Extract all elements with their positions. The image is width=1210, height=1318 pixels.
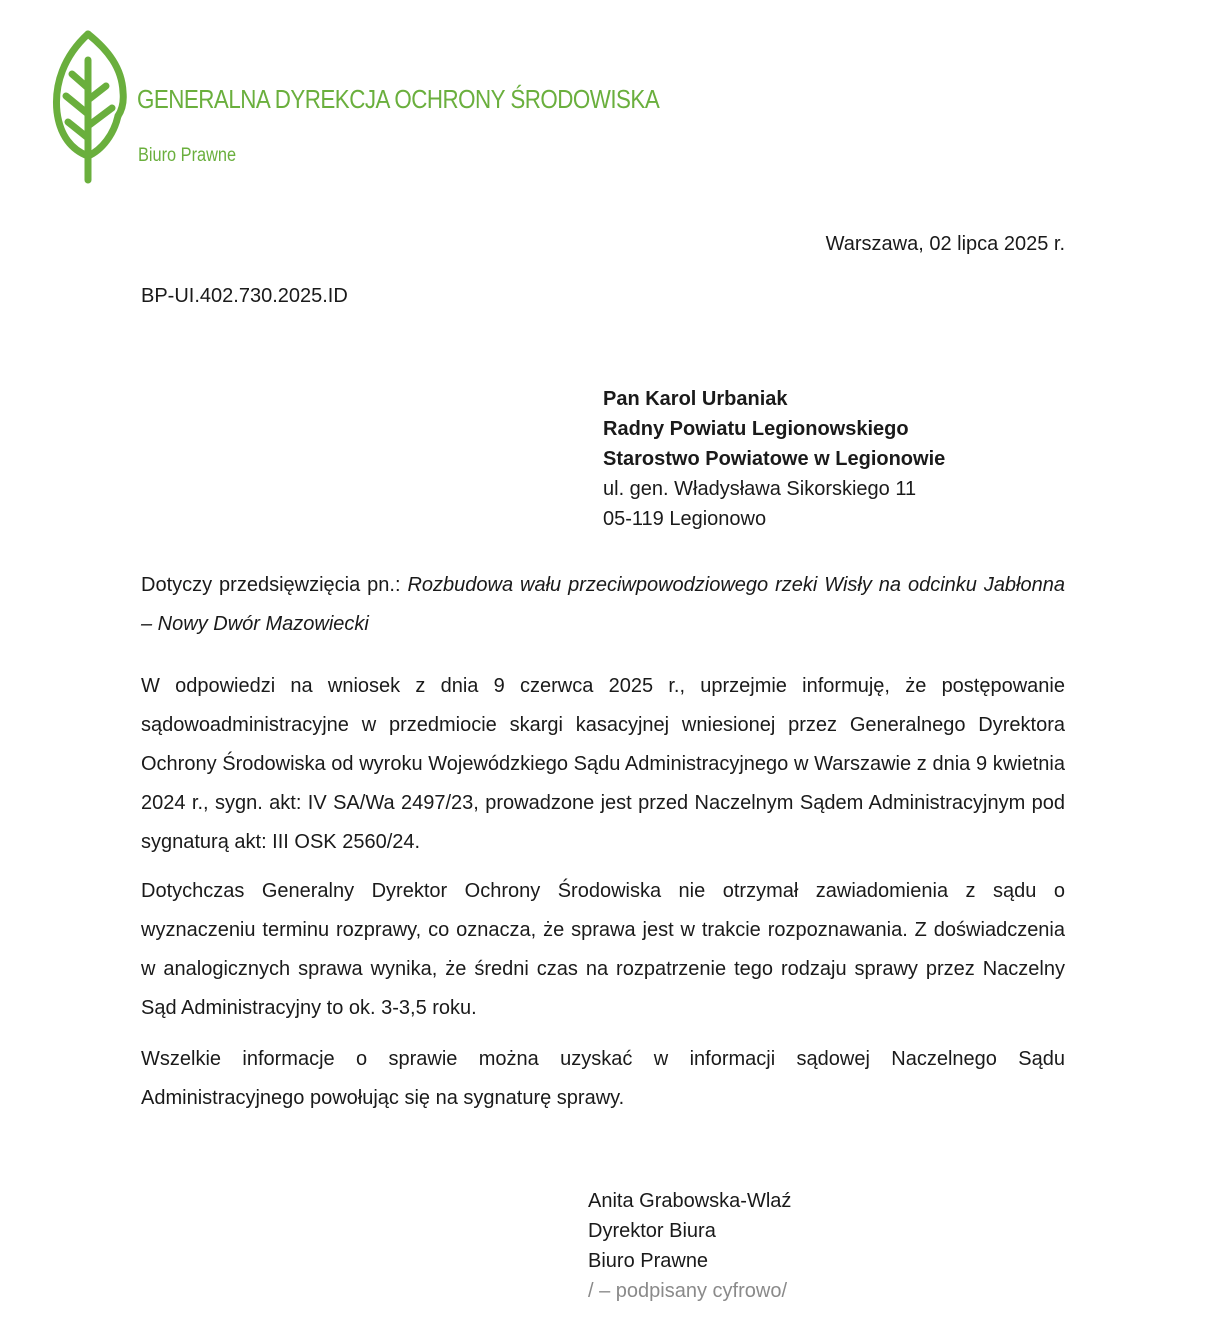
case-reference: BP-UI.402.730.2025.ID xyxy=(141,285,348,307)
letter-date: Warszawa, 02 lipca 2025 r. xyxy=(825,233,1065,255)
signature-block xyxy=(588,1186,791,1306)
digital-signature-note: / – podpisany cyfrowo/ xyxy=(588,1280,787,1302)
body-paragraph: Wszelkie informacje o sprawie można uzyskać w informacji sądowej Naczelnego Sądu Administracyjnego powołując się na sygnaturę sprawy. xyxy=(141,1048,1065,1109)
organization-name: GENERALNA DYREKCJA OCHRONY ŚRODOWISKA xyxy=(137,84,660,114)
subject-prefix: Dotyczy przedsięwzięcia pn.: xyxy=(141,574,408,596)
body-paragraph: W odpowiedzi na wniosek z dnia 9 czerwca 2025 r., uprzejmie informuję, że postępowanie sądowoadministracyjne w przedmiocie skargi kasacyjnej wniesionej przez Generalnego Dyrektora Ochrony Środowiska od wyroku Wojewódzkiego Sądu Administracyjnego w Warszawie z dnia 9 kwietnia 2024 r., sygn. akt: IV SA/Wa 2497/23, prowadzone jest przed Naczelnym Sądem Administracyjnym pod sygnaturą akt: III OSK 2560/24. xyxy=(141,675,1065,853)
letter-subject xyxy=(141,566,1065,644)
recipient-title: Radny Powiatu Legionowskiego xyxy=(603,418,909,440)
subject-title: Rozbudowa wału przeciwpowodziowego rzeki Wisły na odcinku Jabłonna – Nowy Dwór Mazowiecki xyxy=(141,574,1065,635)
organization-unit: Biuro Prawne xyxy=(138,145,237,166)
signatory-position: Dyrektor Biura xyxy=(588,1220,716,1242)
recipient-address xyxy=(603,384,945,534)
recipient-city: 05-119 Legionowo xyxy=(603,508,767,530)
leaf-icon xyxy=(50,30,130,184)
recipient-name: Pan Karol Urbaniak xyxy=(603,388,788,410)
recipient-institution: Starostwo Powiatowe w Legionowie xyxy=(603,448,946,470)
signatory-department: Biuro Prawne xyxy=(588,1250,709,1272)
recipient-street: ul. gen. Władysława Sikorskiego 11 xyxy=(603,478,917,500)
body-paragraph: Dotychczas Generalny Dyrektor Ochrony Środowiska nie otrzymał zawiadomienia z sądu o wyznaczeniu terminu rozprawy, co oznacza, że sprawa jest w trakcie rozpoznawania. Z doświadczenia w analogicznych sprawa wynika, że średni czas na rozpatrzenie tego rodzaju sprawy przez Naczelny Sąd Administracyjny to ok. 3-3,5 roku. xyxy=(141,880,1065,1019)
signatory-name: Anita Grabowska-Wlaź xyxy=(588,1190,792,1212)
